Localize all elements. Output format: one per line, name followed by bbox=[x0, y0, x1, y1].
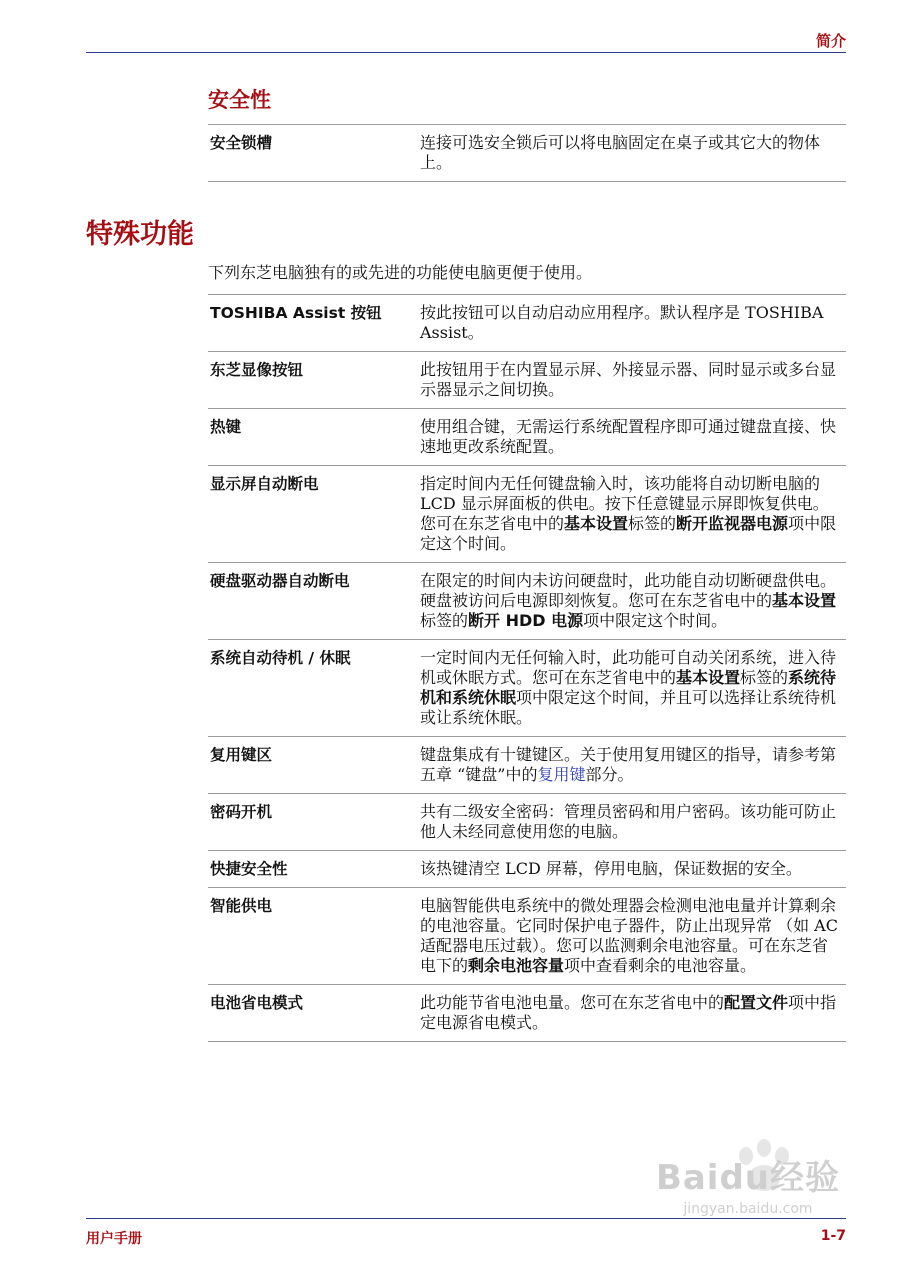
table-row bbox=[208, 640, 846, 737]
security-table bbox=[208, 124, 846, 182]
feature-term: 安全锁槽 bbox=[208, 125, 418, 182]
features-intro: 下列东芝电脑独有的或先进的功能使电脑更便于使用。 bbox=[208, 263, 593, 282]
table-row bbox=[208, 737, 846, 794]
table-row bbox=[208, 563, 846, 640]
table-row bbox=[208, 985, 846, 1042]
description-text: 指定时间内无任何键盘输入时，该功能将自动切断电脑的 LCD 显示屏面板的供电。按下任意键显示屏即恢复供电。您可在东芝省电中的 bbox=[420, 474, 829, 533]
feature-description bbox=[418, 563, 846, 640]
description-text: 此功能节省电池电量。您可在东芝省电中的 bbox=[420, 993, 725, 1012]
description-text: 该热键清空 LCD 屏幕，停用电脑，保证数据的安全。 bbox=[420, 859, 802, 878]
feature-term: 热键 bbox=[208, 409, 418, 466]
page-number: 1-7 bbox=[820, 1228, 846, 1244]
feature-description bbox=[418, 737, 846, 794]
description-text: 电脑智能供电系统中的微处理器会检测电池电量并计算剩余的电池容量。它同时保护电子器件，防止出现异常 （如 AC 适配器电压过载）。您可以监测剩余电池容量。可在东芝省电下的 bbox=[420, 896, 838, 975]
description-text: 按此按钮可以自动启动应用程序。默认程序是 TOSHIBA Assist。 bbox=[420, 303, 824, 342]
feature-description bbox=[418, 466, 846, 563]
feature-description bbox=[418, 851, 846, 888]
ui-reference-bold: 断开 HDD 电源 bbox=[468, 611, 584, 630]
feature-description bbox=[418, 640, 846, 737]
watermark-brand: Baidu经验 bbox=[655, 1158, 840, 1198]
feature-description bbox=[418, 794, 846, 851]
feature-description bbox=[418, 125, 846, 182]
ui-reference-bold: 系统待机和系统休眠 bbox=[420, 668, 837, 707]
ui-reference-bold: 基本设置 bbox=[676, 668, 741, 687]
description-text: 在限定的时间内未访问硬盘时，此功能自动切断硬盘供电。硬盘被访问后电源即刻恢复。您可在东芝省电中的 bbox=[420, 571, 837, 610]
description-text: 项中限定这个时间。 bbox=[583, 611, 728, 630]
ui-reference-bold: 剩余电池容量 bbox=[468, 956, 565, 975]
ui-reference-bold: 配置文件 bbox=[724, 993, 789, 1012]
watermark bbox=[656, 1150, 840, 1217]
description-text: 标签的 bbox=[740, 668, 789, 687]
description-text: 项中指定电源省电模式。 bbox=[420, 993, 837, 1032]
description-text: 此按钮用于在内置显示屏、外接显示器、同时显示或多台显示器显示之间切换。 bbox=[420, 360, 837, 399]
table-row bbox=[208, 409, 846, 466]
table-row bbox=[208, 466, 846, 563]
features-section-title: 特殊功能 bbox=[86, 219, 194, 250]
watermark-url: jingyan.baidu.com bbox=[683, 1201, 813, 1217]
table-row bbox=[208, 851, 846, 888]
feature-term: 硬盘驱动器自动断电 bbox=[208, 563, 418, 640]
feature-term: TOSHIBA Assist 按钮 bbox=[208, 295, 418, 352]
security-section-title: 安全性 bbox=[208, 88, 271, 112]
feature-term: 快捷安全性 bbox=[208, 851, 418, 888]
description-text: 项中限定这个时间。 bbox=[420, 514, 837, 553]
description-text: 连接可选安全锁后可以将电脑固定在桌子或其它大的物体上。 bbox=[420, 133, 821, 172]
running-header: 简介 bbox=[815, 32, 846, 50]
ui-reference-bold: 基本设置 bbox=[564, 514, 629, 533]
description-text: 一定时间内无任何输入时，此功能可自动关闭系统，进入待机或休眠方式。您可在东芝省电中的 bbox=[420, 648, 837, 687]
table-row bbox=[208, 794, 846, 851]
feature-term: 电池省电模式 bbox=[208, 985, 418, 1042]
footer-manual-title: 用户手册 bbox=[86, 1231, 142, 1247]
cross-reference-link[interactable]: 复用键 bbox=[537, 765, 586, 784]
description-text: 标签的 bbox=[628, 514, 677, 533]
description-text: 项中限定这个时间，并且可以选择让系统待机或让系统休眠。 bbox=[420, 688, 837, 727]
description-text: 使用组合键，无需运行系统配置程序即可通过键盘直接、快速地更改系统配置。 bbox=[420, 417, 837, 456]
features-table bbox=[208, 294, 846, 1042]
ui-reference-bold: 基本设置 bbox=[772, 591, 837, 610]
feature-description bbox=[418, 888, 846, 985]
feature-description bbox=[418, 352, 846, 409]
description-text: 键盘集成有十键键区。关于使用复用键区的指导，请参考第五章 “键盘”中的 bbox=[420, 745, 837, 784]
table-row bbox=[208, 352, 846, 409]
footer-rule bbox=[86, 1218, 846, 1219]
header-rule bbox=[86, 52, 846, 53]
description-text: 部分。 bbox=[585, 765, 634, 784]
feature-term: 显示屏自动断电 bbox=[208, 466, 418, 563]
feature-term: 智能供电 bbox=[208, 888, 418, 985]
table-row bbox=[208, 888, 846, 985]
description-text: 标签的 bbox=[420, 611, 469, 630]
table-row bbox=[208, 295, 846, 352]
feature-description bbox=[418, 295, 846, 352]
ui-reference-bold: 断开监视器电源 bbox=[676, 514, 789, 533]
feature-term: 复用键区 bbox=[208, 737, 418, 794]
feature-term: 密码开机 bbox=[208, 794, 418, 851]
feature-term: 系统自动待机 / 休眠 bbox=[208, 640, 418, 737]
feature-description bbox=[418, 409, 846, 466]
description-text: 项中查看剩余的电池容量。 bbox=[564, 956, 757, 975]
feature-term: 东芝显像按钮 bbox=[208, 352, 418, 409]
feature-description bbox=[418, 985, 846, 1042]
table-row bbox=[208, 125, 846, 182]
description-text: 共有二级安全密码：管理员密码和用户密码。该功能可防止他人未经同意使用您的电脑。 bbox=[420, 802, 837, 841]
